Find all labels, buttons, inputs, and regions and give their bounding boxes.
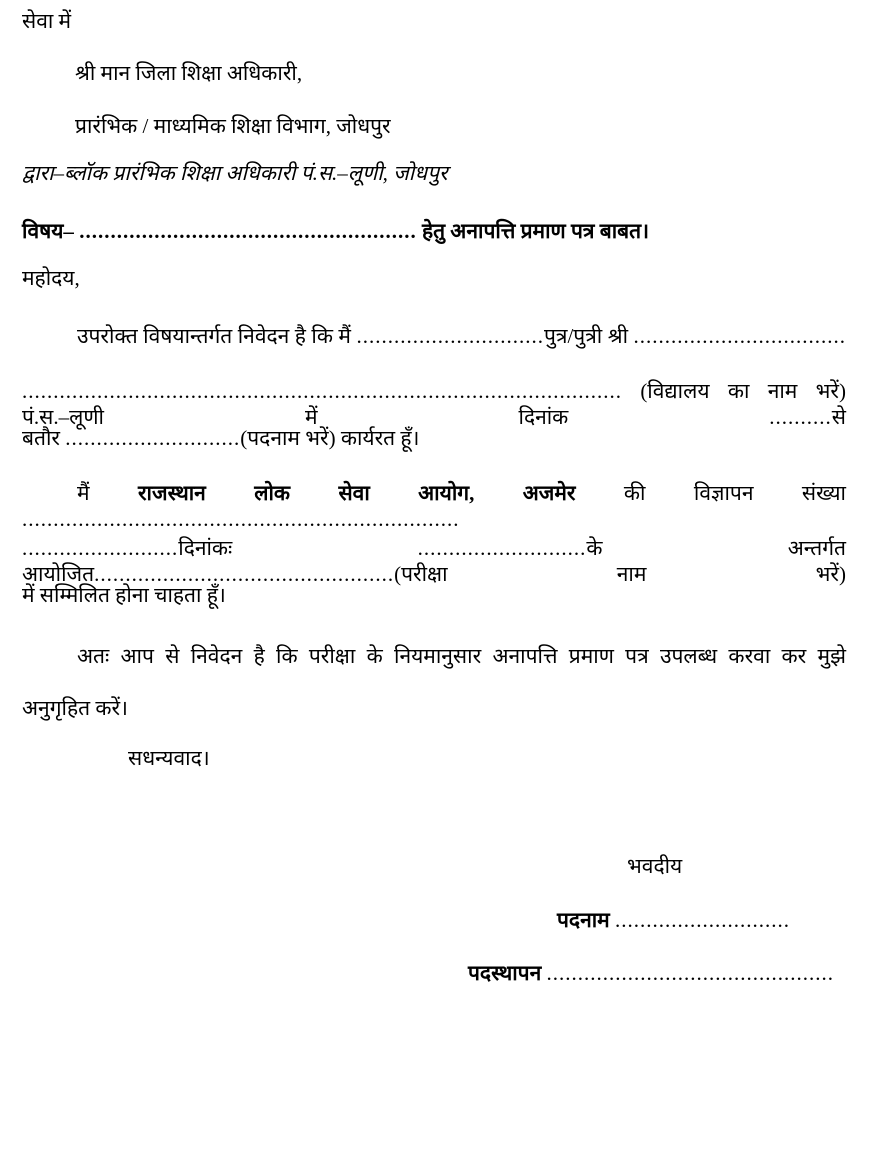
para2-line2-end: (परीक्षा नाम भरें): [394, 562, 846, 587]
para1-line2: [22, 378, 846, 431]
salutation-line: महोदय,: [22, 266, 80, 290]
para1-line3-end: (पदनाम भरें) कार्यरत हूँ।: [240, 426, 420, 450]
para2-line2-date-label: दिनांकः: [178, 536, 233, 560]
para2-line1-mid: की विज्ञापन संख्या: [623, 481, 846, 505]
posting-label: पदस्थापन: [468, 961, 542, 985]
para2-line2: [22, 535, 846, 588]
para1-father-name-blank: ..................................: [633, 324, 846, 348]
para2-line3: में सम्मिलित होना चाहता हूँ।: [22, 583, 226, 607]
exam-name-blank: ................................................: [94, 562, 395, 587]
para1-line2-end: से: [831, 405, 846, 430]
advertisement-number-blank: ......................................................................: [22, 507, 460, 532]
para1-name-blank: ..............................: [356, 324, 544, 348]
advertisement-date-blank: ...........................: [417, 536, 587, 560]
school-name-blank: ................................................................................................: [22, 379, 622, 403]
para2-line1-pre: मैं: [77, 481, 90, 505]
addressee-line-2: प्रारंभिक / माध्यमिक शिक्षा विभाग, जोधपुर: [75, 114, 391, 138]
para3-line2: अनुगृहित करें।: [22, 696, 129, 720]
para1-line2-mid: (विद्यालय का नाम भरें) पं.स.–लूणी में दिनांक: [22, 379, 846, 430]
designation-label: पदनाम: [557, 908, 610, 932]
posting-blank: ..............................................: [546, 961, 835, 985]
para1-line1-text: उपरोक्त विषयान्तर्गत निवेदन है कि मैं: [77, 324, 351, 348]
commission-name: राजस्थान लोक सेवा आयोग, अजमेर: [137, 481, 576, 505]
subject-line: [22, 218, 649, 244]
para1-line1: [22, 323, 846, 349]
date-blank: ..........: [769, 405, 832, 430]
subject-text: हेतु अनापत्ति प्रमाण पत्र बाबत।: [421, 219, 650, 243]
closing-line: भवदीय: [627, 854, 683, 878]
advertisement-number-blank-2: .........................: [22, 536, 179, 560]
subject-blank: ......................................................: [79, 219, 417, 243]
subject-label: विषय–: [22, 219, 74, 243]
para1-line1-mid: पुत्र/पुत्री श्री: [543, 324, 629, 348]
para3-line1: अतः आप से निवेदन है कि परीक्षा के नियमानुसार अनापत्ति प्रमाण पत्र उपलब्ध करवा कर मुझे: [77, 644, 846, 668]
para2-line2-mid: के अन्तर्गत आयोजित: [22, 536, 846, 587]
thanks-line: सधन्यवाद।: [128, 746, 210, 770]
post-name-blank: ............................: [65, 426, 241, 450]
addressee-line-1: श्री मान जिला शिक्षा अधिकारी,: [75, 61, 303, 85]
opening-line: सेवा में: [22, 9, 72, 33]
para2-line1: [22, 480, 846, 533]
via-line: द्वारा–ब्लॉक प्रारंभिक शिक्षा अधिकारी पं.स.–लूणी, जोधपुर: [22, 161, 448, 185]
posting-line: [468, 960, 834, 986]
designation-blank: ............................: [614, 908, 790, 932]
designation-line: [557, 907, 790, 933]
para1-line3: [22, 425, 420, 451]
para1-line3-pre: बतौर: [22, 426, 60, 450]
